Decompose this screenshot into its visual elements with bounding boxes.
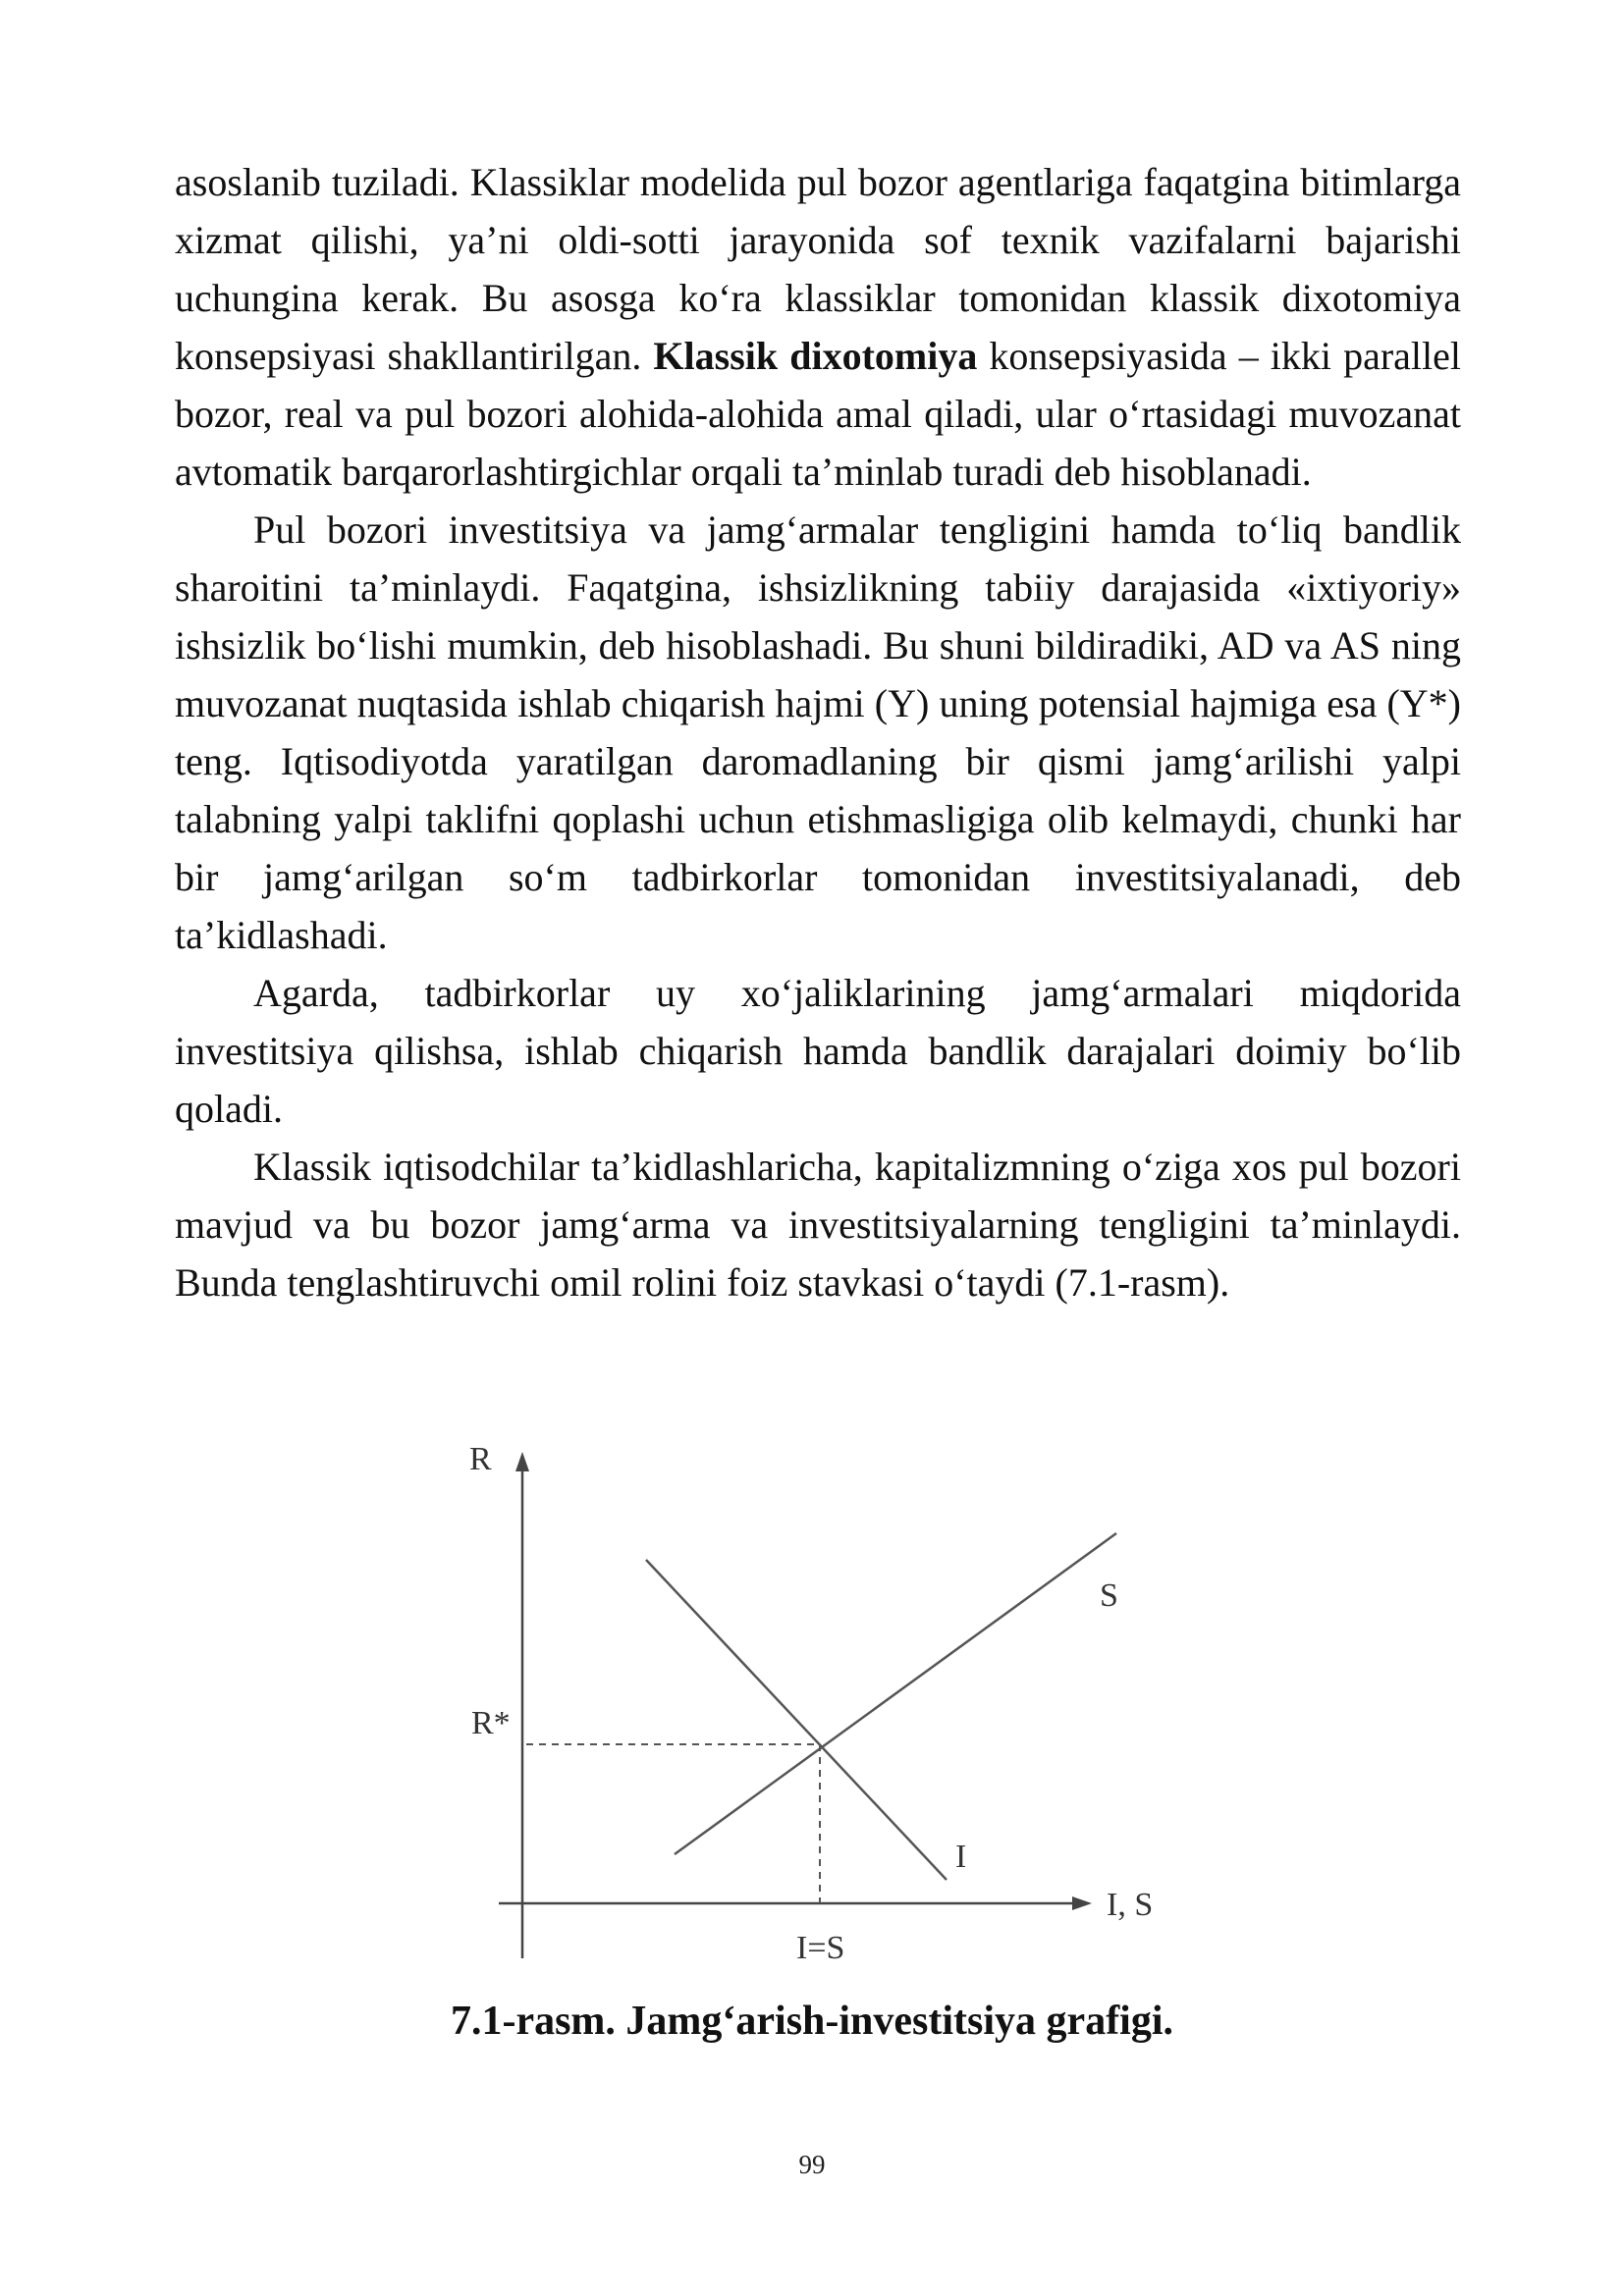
page-number: 99 (798, 2150, 826, 2179)
investment-curve (646, 1560, 947, 1880)
savings-curve-label: S (1100, 1577, 1118, 1614)
y-axis-label: R (469, 1441, 492, 1477)
x-axis-label: I, S (1107, 1887, 1154, 1923)
body-text (175, 153, 1461, 1311)
savings-investment-figure (432, 1428, 1208, 1998)
savings-curve (675, 1533, 1116, 1854)
equilibrium-rate-label: R* (471, 1705, 511, 1741)
paragraph-3: Agarda, tadbirkorlar uy xo‘jaliklarining jamg‘armalari miqdorida investitsiya qilishsa, ishlab chiqarish hamda bandlik darajalari doimiy bo‘lib qoladi. (175, 971, 1461, 1131)
x-axis-arrowhead (1072, 1896, 1092, 1910)
savings-investment-graph (432, 1428, 1208, 1998)
y-axis-arrowhead (515, 1452, 529, 1471)
paragraph-1 (175, 153, 1461, 501)
term-klassik-dixotomiya: Klassik dixotomiya (653, 334, 978, 378)
paragraph-1-part-b: konsepsiyasida – ikki parallel bozor, real va pul bozori alohida-alohida amal qiladi, ular o‘rtasidagi muvozanat avtomatik barqarorlashtirgichlar orqali ta’minlab turadi deb hisoblanadi. (175, 334, 1461, 494)
figure-caption: 7.1-rasm. Jamg‘arish-investitsiya grafigi. (450, 1999, 1174, 2044)
equilibrium-quantity-label: I=S (796, 1930, 845, 1966)
investment-curve-label: I (955, 1839, 967, 1875)
paragraph-1-part-a: asoslanib tuziladi. Klassiklar modelida pul bozor agentlariga faqatgina bitimlarga xizmat qilishi, ya’ni oldi-sotti jarayonida sof texnik vazifalarni bajarishi uchungina kerak. Bu asosga ko‘ra klassiklar tomonidan klassik dixotomiya konsepsiyasi shakllantirilgan. (175, 160, 1461, 378)
paragraph-2: Pul bozori investitsiya va jamg‘armalar tengligini hamda to‘liq bandlik sharoitini ta’minlaydi. Faqatgina, ishsizlikning tabiiy darajasida «ixtiyoriy» ishsizlik bo‘lishi mumkin, deb hisoblashadi. Bu shuni bildiradiki, AD va AS ning muvozanat nuqtasida ishlab chiqarish hajmi (Y) uning potensial hajmiga esa (Y*) teng. Iqtisodiyotda yaratilgan daromadlaning bir qismi jamg‘arilishi yalpi talabning yalpi taklifni qoplashi uchun etishmasligiga olib kelmaydi, chunki har bir jamg‘arilgan so‘m tadbirkorlar tomonidan investitsiyalanadi, deb ta’kidlashadi. (175, 507, 1461, 957)
paragraph-4: Klassik iqtisodchilar ta’kidlashlaricha, kapitalizmning o‘ziga xos pul bozori mavjud va bu bozor jamg‘arma va investitsiyalarning tengligini ta’minlaydi. Bunda tenglashtiruvchi omil rolini foiz stavkasi o‘taydi (7.1-rasm). (175, 1145, 1461, 1305)
